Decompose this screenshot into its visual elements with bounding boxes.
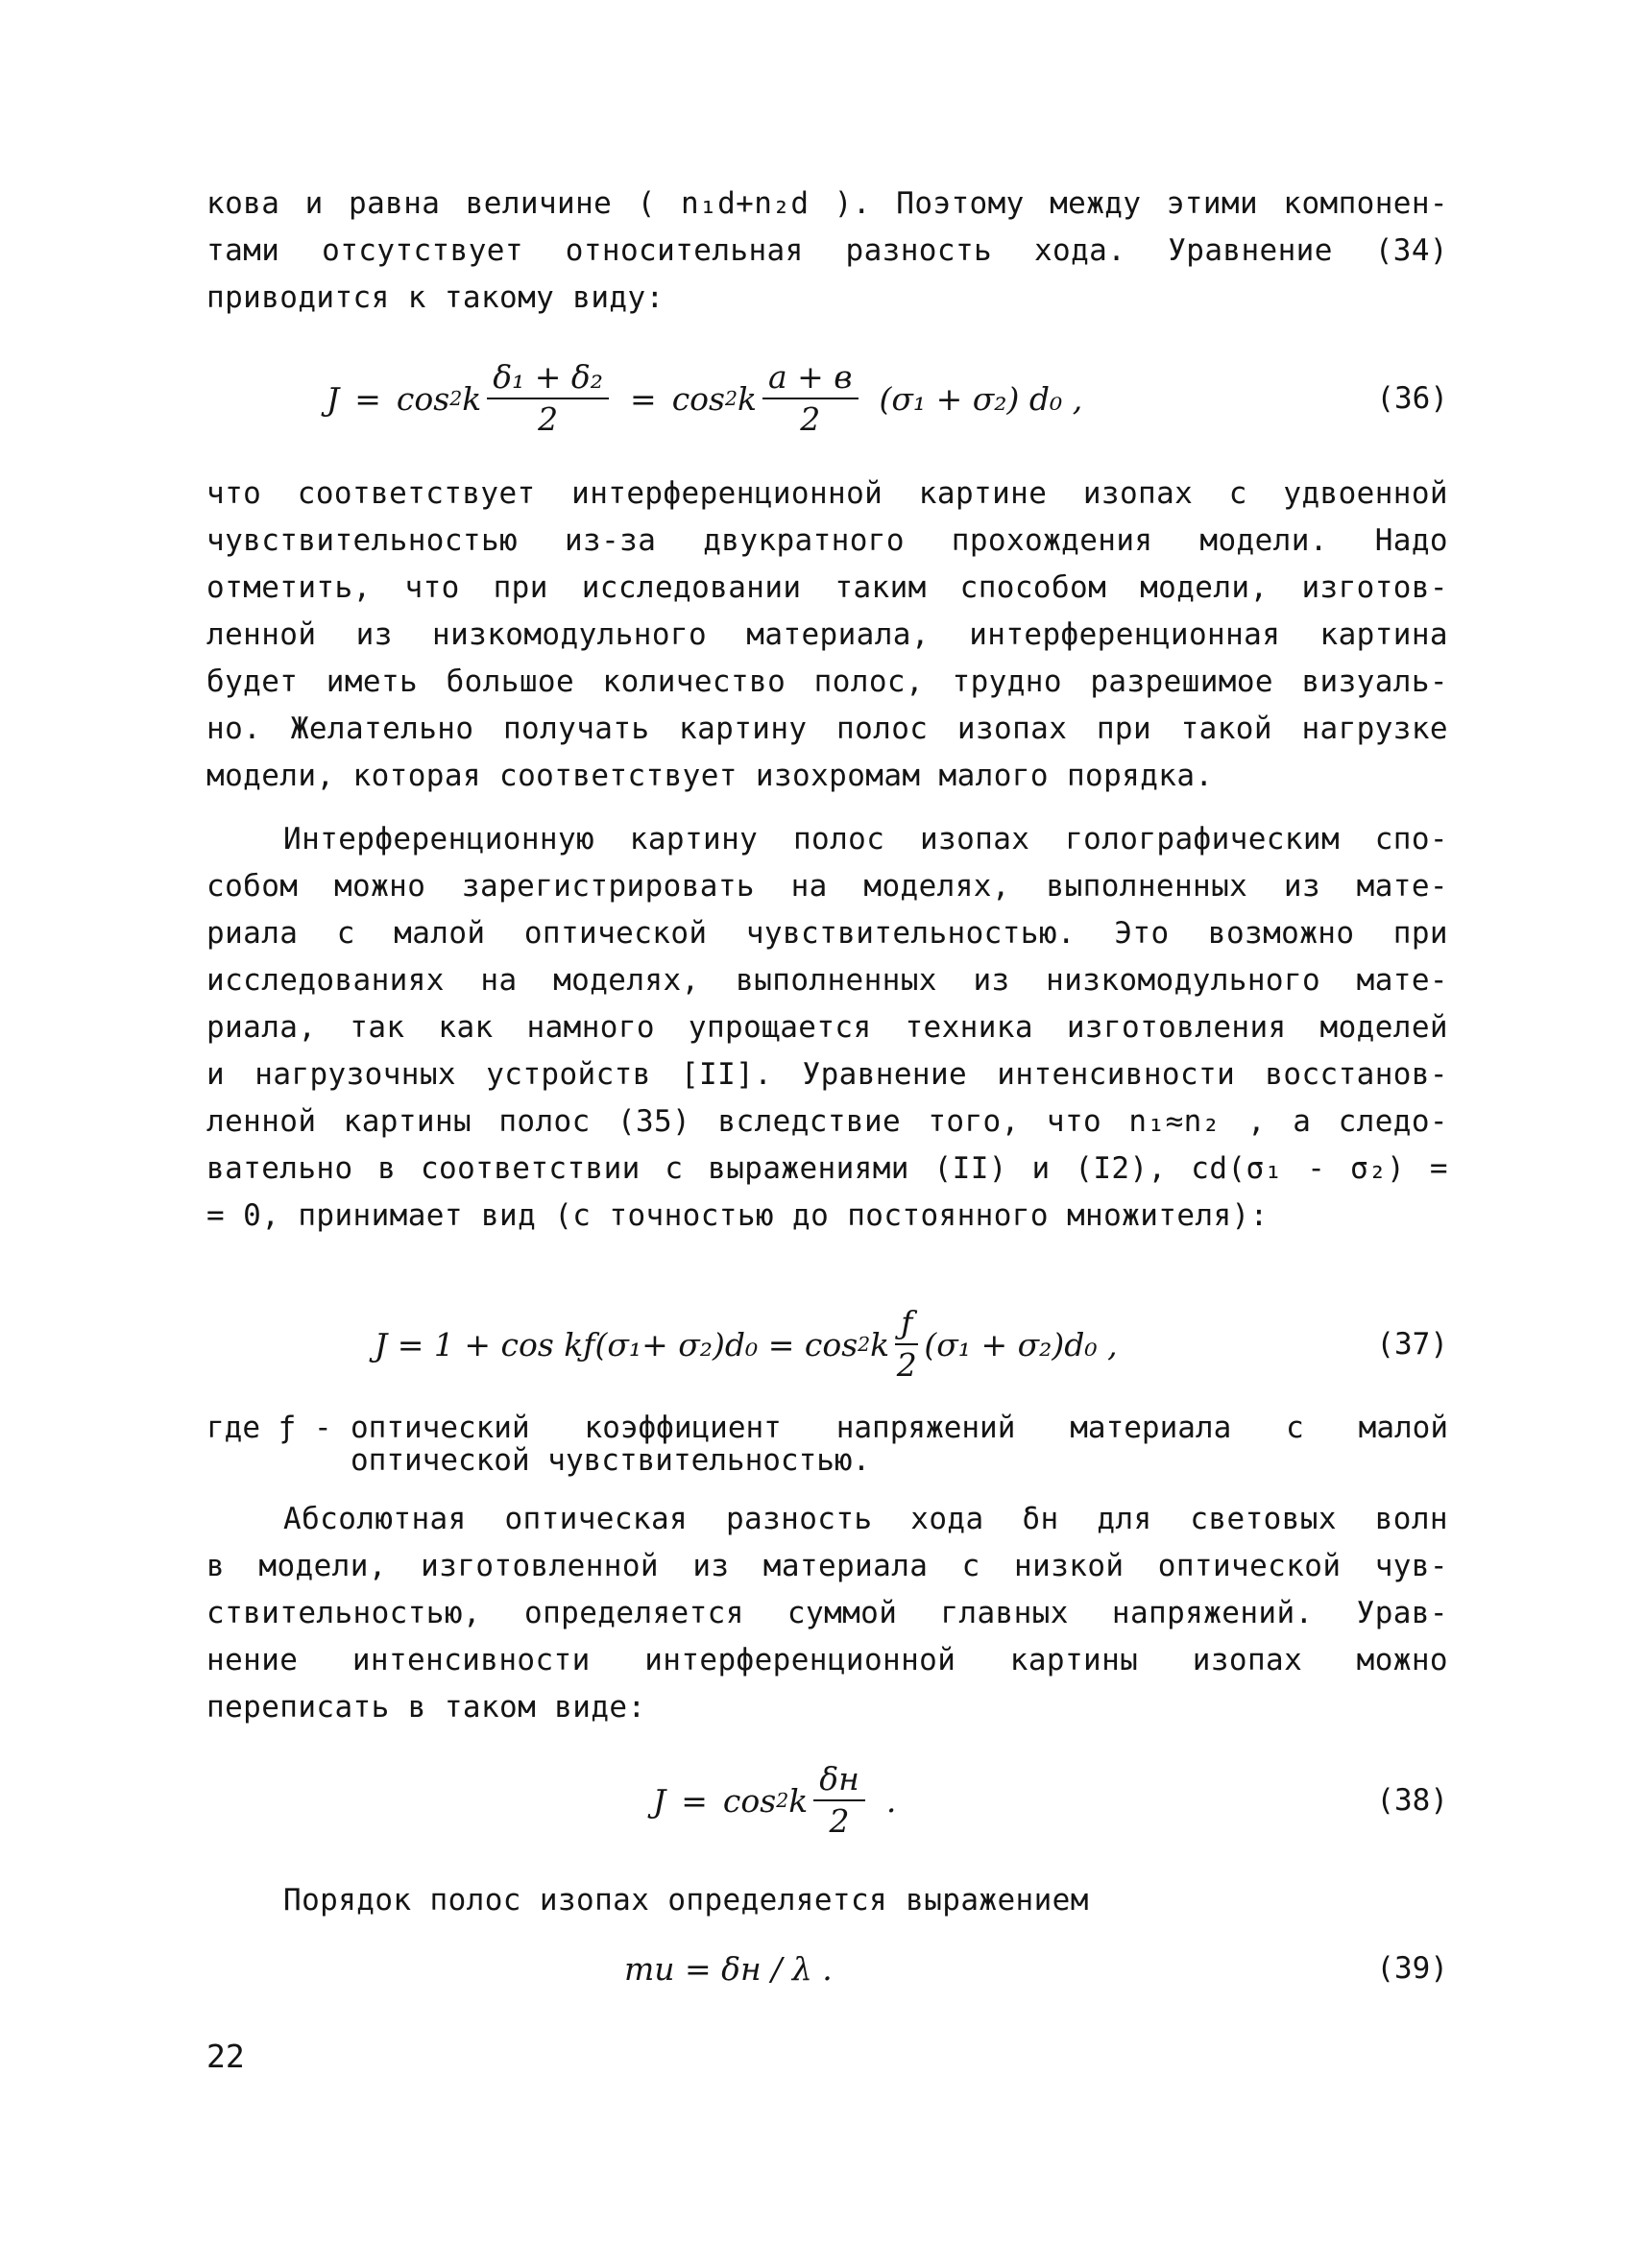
eq36-cos-2: cos — [671, 379, 725, 418]
equation-37: J = 1 + cos kƒ(σ₁+ σ₂)d₀ = cos 2 k $\frac{ƒ}{2}$ (σ₁ + σ₂)d₀ , (37) — [206, 1291, 1448, 1397]
text-line: чувствительностью из-за двукратного прохождения модели. Надо — [206, 523, 1448, 558]
text-line: модели, которая соответствует изохромам малого порядка. — [206, 759, 1214, 793]
eq36-cos: cos — [396, 379, 450, 418]
paragraph-holography — [206, 816, 1448, 1240]
eq36-denominator-2: 2 — [800, 400, 821, 438]
eq36-fraction-2 — [762, 359, 859, 438]
eq38-cos: cos — [722, 1781, 777, 1820]
text-line: Интерференционную картину полос изопах голографическим спо- — [283, 822, 1448, 857]
text-line: риала, так как намного упрощается техника изготовления моделей — [206, 1010, 1448, 1045]
text-line: но. Желательно получать картину полос изопах при такой нагрузке — [206, 712, 1448, 746]
text-line: кова и равна величине ( n₁d+n₂d ). Поэтому между этими компонен- — [206, 186, 1448, 221]
paragraph-intro — [206, 181, 1448, 322]
equation-39 — [206, 1930, 1448, 2007]
paragraph-sensitivity — [206, 470, 1448, 800]
eq36-equals-2: = — [630, 379, 657, 418]
text-line: тами отсутствует относительная разность хода. Уравнение (34) — [206, 233, 1448, 268]
definition-lead: где ƒ - — [206, 1411, 332, 1445]
paragraph-absolute-difference — [206, 1496, 1448, 1731]
text-line: собом можно зарегистрировать на моделях, выполненных из мате- — [206, 869, 1448, 904]
equation-36: J = cos 2 k $\frac{\text{δ₁ + δ₂}}{2}$ = cos 2 k $\frac{a + в}{2}$ (σ₁ + σ₂) d₀ , (36) — [206, 346, 1448, 451]
text-line: переписать в таком виде: — [206, 1690, 646, 1725]
eq37-expression: J = 1 + cos kƒ(σ₁+ σ₂)d₀ = cos — [375, 1325, 859, 1363]
eq38-equals: = — [681, 1781, 708, 1820]
equation-number-36: (36) — [1376, 381, 1448, 416]
page-number: 22 — [206, 2038, 245, 2075]
eq38-denominator: 2 — [829, 1802, 850, 1840]
eq36-numerator-1: δ₁ + δ₂ — [487, 359, 609, 399]
text-line: Абсолютная оптическая разность хода δн для световых волн — [283, 1502, 1448, 1536]
text-line: = 0, принимает вид (с точностью до постоянного множителя): — [206, 1198, 1269, 1233]
text-line: будет иметь большое количество полос, трудно разрешимое визуаль- — [206, 664, 1448, 699]
eq36-k-2: k — [738, 379, 757, 418]
text-line: риала с малой оптической чувствительностью. Это возможно при — [206, 916, 1448, 951]
eq37-tail: (σ₁ + σ₂)d₀ , — [924, 1325, 1118, 1363]
paragraph-order — [206, 1877, 1448, 1924]
definition-gde — [206, 1411, 1448, 1477]
text-line: приводится к такому виду: — [206, 280, 665, 315]
eq37-denominator: 2 — [896, 1346, 917, 1384]
eq36-lhs: J — [327, 379, 340, 418]
eq37-fraction — [895, 1305, 918, 1384]
equation-number-37: (37) — [1376, 1327, 1448, 1362]
text-line: в модели, изготовленной из материала с низкой оптической чув- — [206, 1549, 1448, 1583]
text-line: и нагрузочных устройств [II]. Уравнение интенсивности восстанов- — [206, 1057, 1448, 1092]
equation-38: J = cos 2 k $\frac{\delta н}{2}$ . (38) — [206, 1748, 1448, 1853]
eq38-fraction — [813, 1761, 865, 1840]
text-line: ленной из низкомодульного материала, интерференционная картина — [206, 617, 1448, 652]
eq36-numerator-2: a + в — [762, 359, 859, 399]
eq39-expression: mи = δн / λ . — [624, 1949, 833, 1988]
eq36-denominator-1: 2 — [538, 400, 559, 438]
text-line: Порядок полос изопах определяется выражением — [283, 1883, 1089, 1918]
text-line: что соответствует интерференционной картине изопах с удвоенной — [206, 476, 1448, 511]
eq36-fraction-1 — [487, 359, 609, 438]
text-line: нение интенсивности интерференционной картины изопах можно — [206, 1643, 1448, 1677]
equation-number-38: (38) — [1376, 1783, 1448, 1818]
text-line: отметить, что при исследовании таким способом модели, изготов- — [206, 570, 1448, 605]
eq38-lhs: J — [653, 1781, 666, 1820]
text-line: ствительностью, определяется суммой главных напряжений. Урав- — [206, 1596, 1448, 1630]
eq38-tail: . — [885, 1781, 897, 1820]
equation-number-39: (39) — [1376, 1951, 1448, 1986]
text-line: вательно в соответствии с выражениями (II) и (I2), cd(σ₁ - σ₂) = — [206, 1151, 1448, 1186]
eq36-tail: (σ₁ + σ₂) d₀ , — [879, 379, 1083, 418]
text-line: исследованиях на моделях, выполненных из низкомодульного мате- — [206, 963, 1448, 998]
eq37-k: k — [870, 1325, 890, 1363]
eq38-k: k — [788, 1781, 809, 1820]
text-line: ленной картины полос (35) вследствие того, что n₁≈n₂ , а следо- — [206, 1104, 1448, 1139]
definition-line: оптической чувствительностью. — [351, 1443, 871, 1478]
eq37-numerator: ƒ — [895, 1305, 918, 1345]
eq36-k: k — [462, 379, 482, 418]
eq36-equals: = — [354, 379, 381, 418]
definition-line: оптический коэффициент напряжений материала с малой — [351, 1411, 1448, 1445]
eq38-numerator: δн — [813, 1761, 865, 1801]
